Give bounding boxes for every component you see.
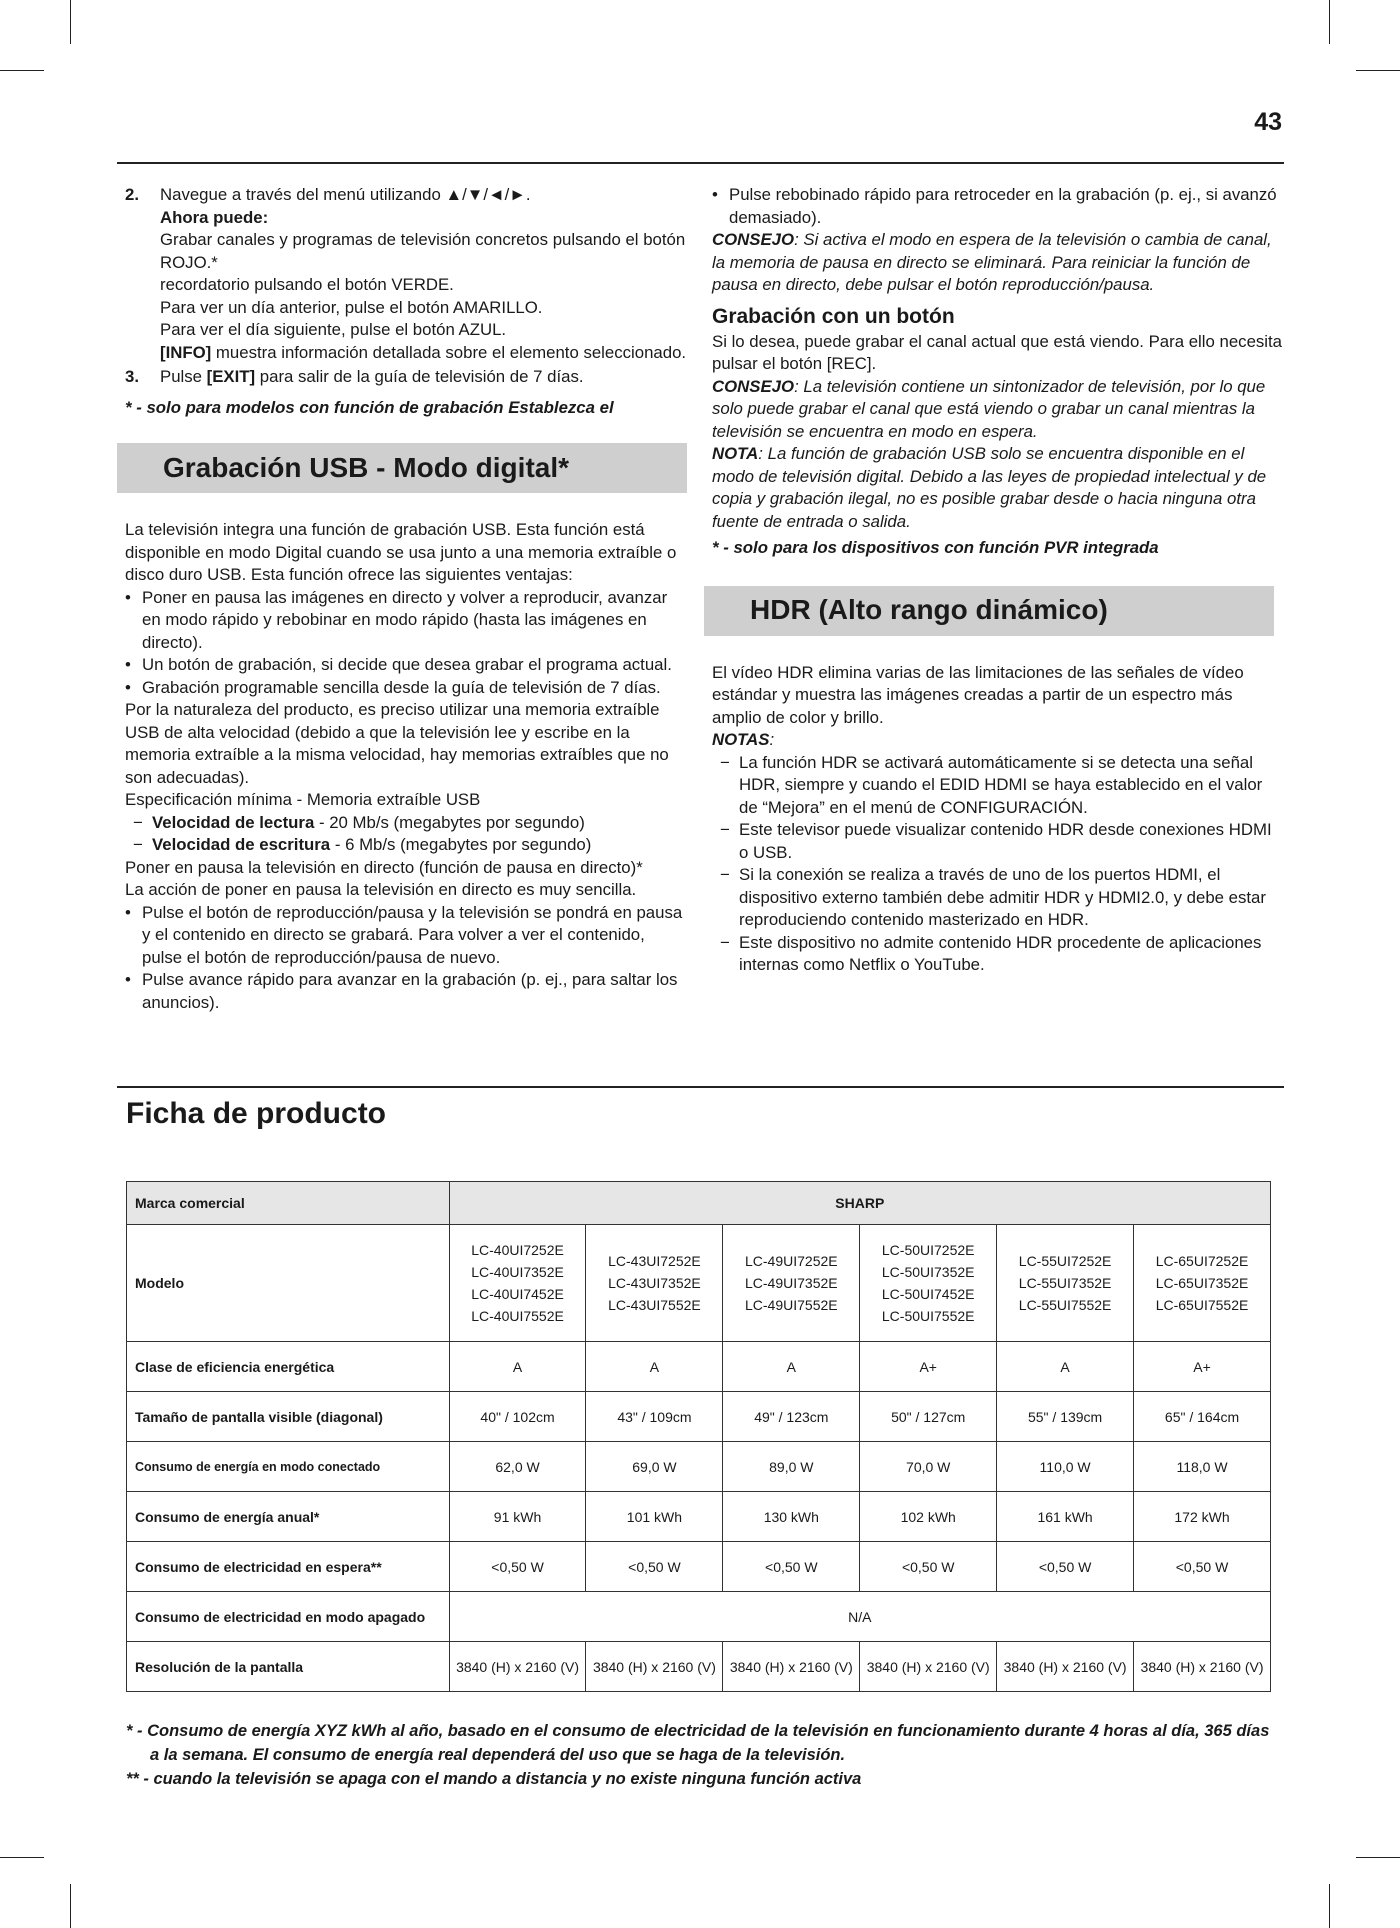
table-cell: 55" / 139cm	[997, 1392, 1134, 1442]
model-code: LC-50UI7252E	[881, 1242, 975, 1258]
tip-text: : La televisión contiene un sintonizador de televisión, por lo que solo puede grabar el canal que está viendo o grabar un canal mientras la televisión se encuentra en modo en espera.	[712, 376, 1266, 441]
step-number: 3.	[125, 367, 139, 386]
table-cell: A	[723, 1342, 860, 1392]
spec-value: - 6 Mb/s (megabytes por segundo)	[330, 835, 592, 854]
spec-label: Velocidad de lectura	[152, 812, 315, 832]
table-cell: 40" / 102cm	[449, 1392, 586, 1442]
table-cell: 49" / 123cm	[723, 1392, 860, 1442]
spec-label: Velocidad de escritura	[152, 835, 331, 854]
key-label: [EXIT]	[206, 367, 256, 386]
model-note: * - solo para modelos con función de grabación Establezca el	[125, 397, 614, 417]
table-cell: <0,50 W	[586, 1542, 723, 1592]
model-cell	[586, 1225, 723, 1342]
step-text-part: para salir de la guía de televisión de 7 días.	[255, 367, 584, 386]
pvr-note: * - solo para los dispositivos con función PVR integrada	[712, 538, 1159, 557]
section-rule	[117, 1086, 1284, 1088]
row-label: Consumo de energía anual*	[127, 1492, 450, 1542]
crop-mark	[1356, 70, 1400, 71]
model-cell	[449, 1225, 586, 1342]
table-cell: 3840 (H) x 2160 (V)	[860, 1642, 997, 1692]
section-heading: Grabación USB - Modo digital*	[163, 451, 570, 483]
model-code: LC-50UI7352E	[881, 1264, 975, 1280]
table-row	[127, 1182, 1271, 1225]
table-cell: 3840 (H) x 2160 (V)	[1134, 1642, 1271, 1692]
table-cell: <0,50 W	[997, 1542, 1134, 1592]
note-text: : La función de grabación USB solo se encuentra disponible en el modo de televisión digital. Debido a las leyes de propiedad intelectual y de copia y grabación ilegal, no es posible grabar desde o hacia ninguna otra fuente de entrada o salida.	[712, 444, 1267, 531]
table-cell: 110,0 W	[997, 1442, 1134, 1492]
step-text	[160, 342, 687, 365]
model-code: LC-40UI7552E	[471, 1308, 564, 1324]
table-row	[127, 1342, 1271, 1392]
section-banner-usb	[117, 443, 687, 493]
section-banner-hdr	[704, 586, 1274, 636]
footnote: ** - cuando la televisión se apaga con el mando a distancia y no existe ninguna función activa	[126, 1770, 862, 1788]
row-label: Consumo de electricidad en espera**	[127, 1542, 450, 1592]
step-text: recordatorio pulsando el botón VERDE.	[160, 275, 454, 294]
model-cell	[997, 1225, 1134, 1342]
step-text: Navegue a través del menú utilizando ▲/▼/◄/►.	[160, 185, 531, 204]
bullet-item: • Pulse el botón de reproducción/pausa y la televisión se pondrá en pausa y el contenido en directo se grabará. Para volver a ver el contenido, pulse el botón de reproducción/pausa de nuevo.	[125, 902, 687, 970]
model-code: LC-55UI7252E	[1018, 1253, 1112, 1269]
ficha-title: Ficha de producto	[126, 1097, 387, 1130]
step-subheading: Ahora puede:	[160, 207, 269, 227]
table-cell: 65" / 164cm	[1134, 1392, 1271, 1442]
paragraph: La televisión integra una función de grabación USB. Esta función está disponible en modo Digital cuando se usa junto a una memoria extraíble o disco duro USB. Esta función ofrece las siguientes ventajas:	[125, 520, 677, 584]
row-label: Clase de eficiencia energética	[127, 1342, 450, 1392]
paragraph: La acción de poner en pausa la televisión en directo es muy sencilla.	[125, 880, 637, 899]
table-cell: 101 kWh	[586, 1492, 723, 1542]
table-row	[127, 1642, 1271, 1692]
model-code: LC-40UI7452E	[471, 1286, 564, 1302]
paragraph: Especificación mínima - Memoria extraíble USB	[125, 790, 481, 809]
model-code: LC-49UI7252E	[745, 1253, 838, 1269]
model-code: LC-40UI7352E	[471, 1264, 564, 1280]
model-cell	[1134, 1225, 1271, 1342]
paragraph: Poner en pausa la televisión en directo (función de pausa en directo)*	[125, 857, 643, 877]
model-code: LC-43UI7352E	[608, 1275, 701, 1291]
footnotes	[126, 1719, 1276, 1791]
table-cell: 3840 (H) x 2160 (V)	[997, 1642, 1134, 1692]
table-cell: <0,50 W	[1134, 1542, 1271, 1592]
table-cell: <0,50 W	[860, 1542, 997, 1592]
crop-mark	[70, 1884, 71, 1928]
step-text: Para ver un día anterior, pulse el botón AMARILLO.	[160, 297, 543, 317]
brand-value: SHARP	[449, 1182, 1270, 1225]
table-cell: 89,0 W	[723, 1442, 860, 1492]
notes-label: NOTAS	[712, 730, 770, 749]
model-code: LC-43UI7552E	[608, 1297, 701, 1313]
bullet-item: • Un botón de grabación, si decide que desea grabar el programa actual.	[125, 654, 687, 677]
table-row	[127, 1592, 1271, 1642]
table-cell: N/A	[449, 1592, 1270, 1642]
tip-label: CONSEJO	[712, 376, 795, 396]
tip	[712, 229, 1282, 297]
note	[712, 443, 1282, 533]
model-code: LC-55UI7352E	[1018, 1275, 1112, 1291]
subsection-heading: Grabación con un botón	[712, 304, 955, 328]
step-2	[125, 184, 687, 364]
model-code: LC-49UI7352E	[745, 1275, 838, 1291]
dash-item: − Este dispositivo no admite contenido HDR procedente de aplicaciones internas como Netflix o YouTube.	[712, 932, 1282, 977]
table-cell: 43" / 109cm	[586, 1392, 723, 1442]
model-code: LC-55UI7552E	[1018, 1297, 1112, 1313]
model-code: LC-50UI7552E	[881, 1308, 975, 1324]
model-cell	[723, 1225, 860, 1342]
page-number: 43	[1254, 108, 1282, 136]
table-cell: 130 kWh	[723, 1492, 860, 1542]
dash-item: − Este televisor puede visualizar contenido HDR desde conexiones HDMI o USB.	[712, 819, 1282, 864]
table-cell: A	[449, 1342, 586, 1392]
model-code: LC-49UI7552E	[745, 1297, 838, 1313]
table-cell: 161 kWh	[997, 1492, 1134, 1542]
model-label: Modelo	[127, 1225, 450, 1342]
note-label: NOTA	[712, 444, 759, 463]
section-heading: HDR (Alto rango dinámico)	[750, 594, 1108, 626]
step-text: Grabar canales y programas de televisión concretos pulsando el botón ROJO.*	[160, 230, 686, 272]
brand-label: Marca comercial	[127, 1182, 450, 1225]
dash-item	[125, 812, 687, 835]
step-text-part: Pulse	[160, 367, 207, 386]
row-label: Resolución de la pantalla	[127, 1642, 450, 1692]
step-text: Para ver el día siguiente, pulse el botón AZUL.	[160, 320, 507, 339]
model-code: LC-65UI7552E	[1155, 1297, 1249, 1313]
table-cell: 62,0 W	[449, 1442, 586, 1492]
table-cell: 91 kWh	[449, 1492, 586, 1542]
step-3	[125, 366, 687, 389]
table-row	[127, 1225, 1271, 1342]
model-code: LC-40UI7252E	[471, 1242, 564, 1258]
crop-mark	[0, 1857, 44, 1858]
model-code: LC-65UI7352E	[1155, 1275, 1249, 1291]
model-code: LC-50UI7452E	[881, 1286, 975, 1302]
bullet-item: • Pulse avance rápido para avanzar en la grabación (p. ej., para saltar los anuncios).	[125, 969, 687, 1014]
table-cell: A	[997, 1342, 1134, 1392]
table-cell: A	[586, 1342, 723, 1392]
table-cell: <0,50 W	[449, 1542, 586, 1592]
table-cell: 3840 (H) x 2160 (V)	[586, 1642, 723, 1692]
table-cell: 69,0 W	[586, 1442, 723, 1492]
left-column	[125, 184, 687, 1014]
paragraph: El vídeo HDR elimina varias de las limitaciones de las señales de vídeo estándar y muestra las imágenes creadas a partir de un espectro más amplio de color y brillo.	[712, 662, 1244, 727]
crop-mark	[1329, 0, 1330, 44]
row-label: Consumo de electricidad en modo apagado	[127, 1592, 450, 1642]
crop-mark	[70, 0, 71, 44]
table-cell: 70,0 W	[860, 1442, 997, 1492]
table-cell: 172 kWh	[1134, 1492, 1271, 1542]
right-column	[712, 184, 1282, 977]
crop-mark	[1356, 1857, 1400, 1858]
dash-item	[125, 834, 687, 857]
table-cell: 50" / 127cm	[860, 1392, 997, 1442]
paragraph: Si lo desea, puede grabar el canal actual que está viendo. Para ello necesita pulsar el botón [REC].	[712, 331, 1283, 373]
paragraph: Por la naturaleza del producto, es preciso utilizar una memoria extraíble USB de alta velocidad (debido a que la televisión lee y escribe en la memoria extraíble a la misma velocidad, hay memorias extraíbles que no son adecuadas).	[125, 700, 669, 787]
table-row	[127, 1392, 1271, 1442]
notes-colon: :	[769, 730, 775, 749]
table-cell: A+	[860, 1342, 997, 1392]
step-number: 2.	[125, 185, 139, 204]
table-row	[127, 1442, 1271, 1492]
bullet-item: • Poner en pausa las imágenes en directo y volver a reproducir, avanzar en modo rápido y rebobinar en modo rápido (hasta las imágenes en directo).	[125, 587, 687, 655]
table-cell: A+	[1134, 1342, 1271, 1392]
row-label: Consumo de energía en modo conectado	[127, 1442, 450, 1492]
dash-item: − Si la conexión se realiza a través de uno de los puertos HDMI, el dispositivo externo también debe admitir HDR y HDMI2.0, y debe estar reproduciendo contenido masterizado en HDR.	[712, 864, 1282, 932]
model-code: LC-43UI7252E	[608, 1253, 701, 1269]
model-code: LC-65UI7252E	[1155, 1253, 1249, 1269]
table-cell: 3840 (H) x 2160 (V)	[723, 1642, 860, 1692]
dash-item: − La función HDR se activará automáticamente si se detecta una señal HDR, siempre y cuando el EDID HDMI se haya establecido en el valor de “Mejora” en el menú de CONFIGURACIÓN.	[712, 752, 1282, 820]
notes-heading	[712, 729, 1282, 752]
key-label: [INFO]	[160, 342, 212, 362]
table-cell: 102 kWh	[860, 1492, 997, 1542]
spec-value: - 20 Mb/s (megabytes por segundo)	[314, 812, 585, 832]
row-label: Tamaño de pantalla visible (diagonal)	[127, 1392, 450, 1442]
tip-text: : Si activa el modo en espera de la televisión o cambia de canal, la memoria de pausa en directo se eliminará. Para reiniciar la función de pausa en directo, debe pulsar el botón reproducción/pausa.	[712, 230, 1272, 294]
table-row	[127, 1542, 1271, 1592]
table-cell: 3840 (H) x 2160 (V)	[449, 1642, 586, 1692]
product-fiche-table	[126, 1181, 1271, 1692]
step-text	[160, 366, 687, 389]
top-rule	[117, 162, 1284, 164]
table-cell: 118,0 W	[1134, 1442, 1271, 1492]
bullet-item: • Pulse rebobinado rápido para retroceder en la grabación (p. ej., si avanzó demasiado).	[712, 184, 1282, 229]
footnote: * - Consumo de energía XYZ kWh al año, basado en el consumo de electricidad de la televisión en funcionamiento durante 4 horas al día, 365 días a la semana. El consumo de energía real dependerá del uso que se haga de la televisión.	[126, 1722, 1270, 1764]
bullet-item: • Grabación programable sencilla desde la guía de televisión de 7 días.	[125, 677, 687, 700]
step-text-part: muestra información detallada sobre el elemento seleccionado.	[211, 342, 687, 362]
crop-mark	[0, 70, 44, 71]
model-cell	[860, 1225, 997, 1342]
table-row	[127, 1492, 1271, 1542]
table-cell: <0,50 W	[723, 1542, 860, 1592]
tip	[712, 376, 1282, 444]
tip-label: CONSEJO	[712, 230, 795, 249]
crop-mark	[1329, 1884, 1330, 1928]
